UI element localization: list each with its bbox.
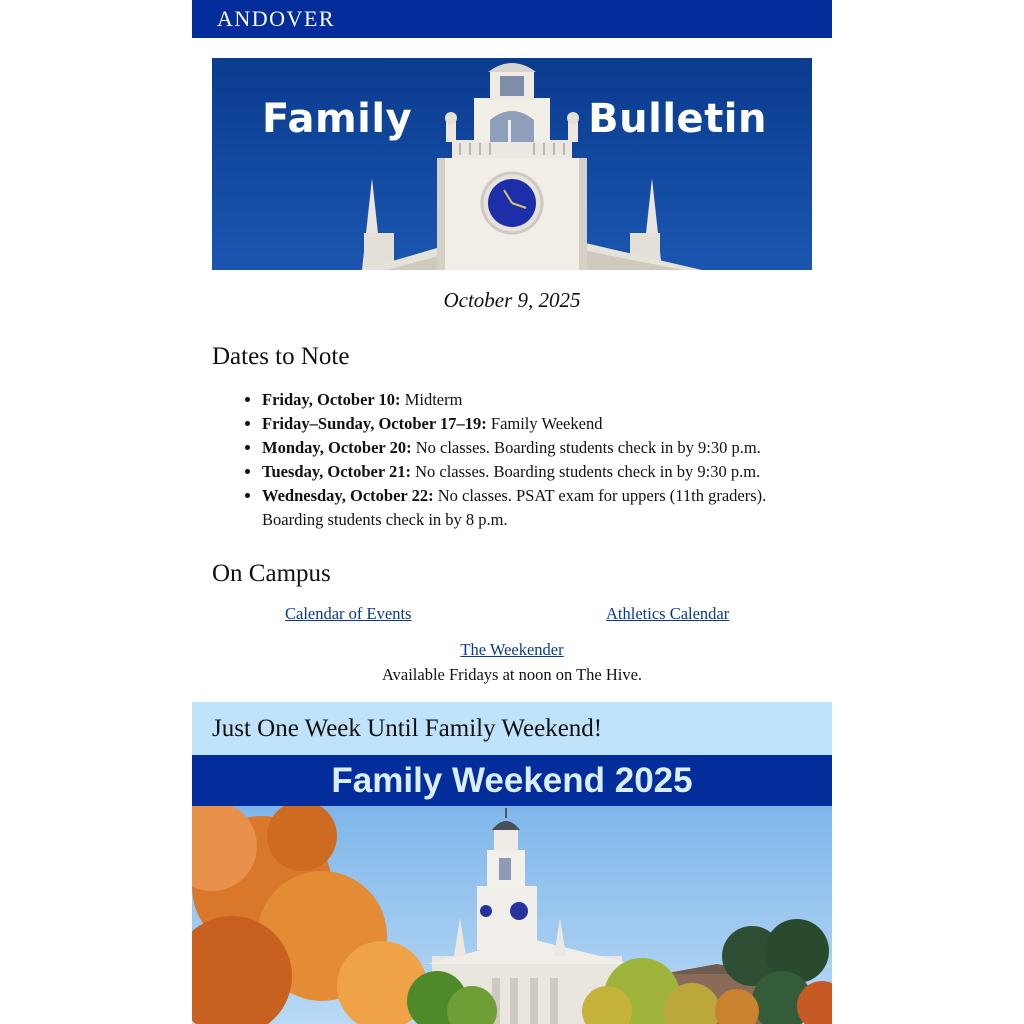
the-weekender-link[interactable]: The Weekender xyxy=(460,640,564,659)
andover-logo[interactable]: ANDOVER xyxy=(217,6,336,31)
hero-banner-image xyxy=(212,58,812,270)
date-label: Friday–Sunday, October 17–19: xyxy=(262,414,487,433)
feature-heading: Just One Week Until Family Weekend! xyxy=(212,714,603,742)
dates-to-note-heading: Dates to Note xyxy=(212,343,350,370)
bulletin-date: October 9, 2025 xyxy=(443,288,581,312)
date-text: No classes. PSAT exam for uppers (11th graders). Boarding students check in by 8 p.m. xyxy=(262,486,767,529)
campus-fall-scene-image xyxy=(192,806,832,1024)
date-text: No classes. Boarding students check in by 9:30 p.m. xyxy=(411,438,761,457)
date-text: Family Weekend xyxy=(486,414,603,433)
date-label: Monday, October 20: xyxy=(262,438,412,457)
clock-tower-illustration xyxy=(212,58,812,270)
campus-photo[interactable] xyxy=(192,806,832,1024)
hero-title-family: Family xyxy=(262,96,413,142)
list-item xyxy=(262,388,812,412)
family-weekend-banner[interactable] xyxy=(192,755,832,806)
family-weekend-banner-title: Family Weekend 2025 xyxy=(331,761,693,800)
date-text: Midterm xyxy=(400,390,463,409)
hero-title-bulletin: Bulletin xyxy=(588,96,767,142)
list-item xyxy=(262,484,812,532)
on-campus-heading: On Campus xyxy=(212,560,331,587)
list-item xyxy=(262,412,812,436)
list-item xyxy=(262,436,812,460)
date-text: No classes. Boarding students check in by 9:30 p.m. xyxy=(410,462,761,481)
weekender-link-row xyxy=(192,640,832,660)
list-item xyxy=(262,460,812,484)
calendar-of-events-link[interactable]: Calendar of Events xyxy=(285,604,412,623)
athletics-calendar-link[interactable]: Athletics Calendar xyxy=(606,604,730,623)
dates-list xyxy=(262,388,812,532)
date-label: Friday, October 10: xyxy=(262,390,401,409)
weekender-note: Available Fridays at noon on The Hive. xyxy=(381,665,643,684)
email-bulletin xyxy=(192,0,832,1024)
date-label: Tuesday, October 21: xyxy=(262,462,411,481)
feature-heading-band xyxy=(192,702,832,755)
top-brand-bar xyxy=(192,0,832,38)
date-label: Wednesday, October 22: xyxy=(262,486,434,505)
